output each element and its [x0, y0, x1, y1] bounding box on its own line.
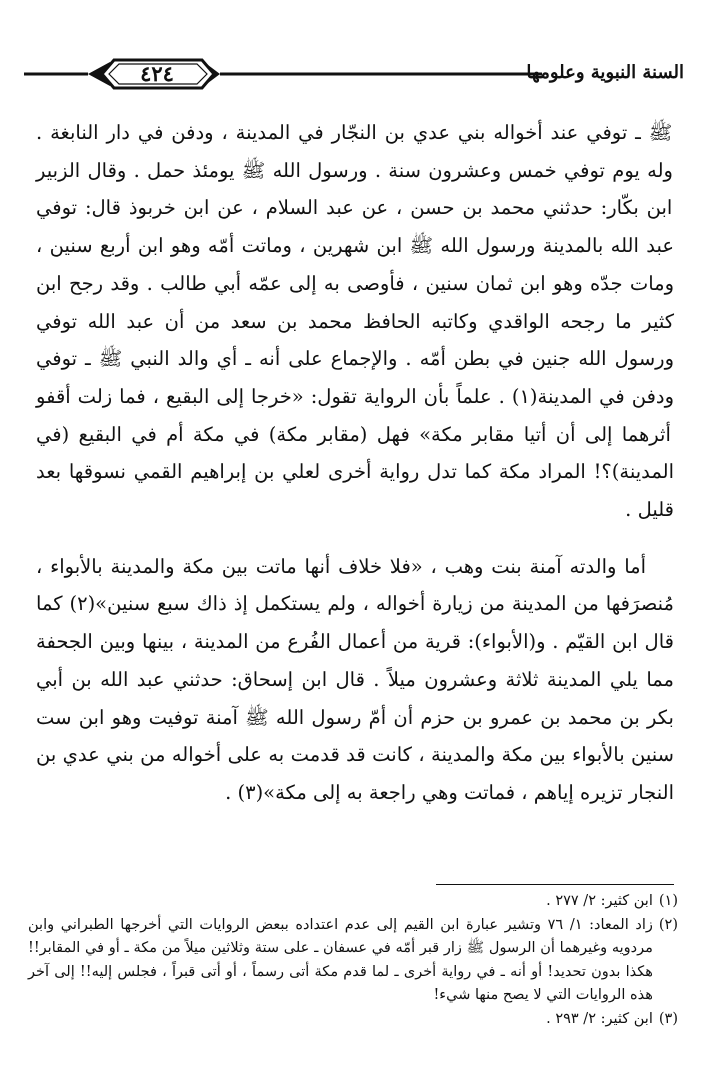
text-line: حدثني عبد الله بن أبي بكر بن محمد بن عمرو بن حزم أن أمّ رسول الله ﷺ: [36, 667, 674, 729]
paragraph: [36, 548, 674, 812]
text-line: عبد الله بالمدينة ورسول الله ﷺ ابن شهرين ، وماتت أمّه وهو ابن أربع: [92, 234, 674, 258]
text-line: على أخواله من بني عدي بن النجار تزيره إياهم ، فماتت وهي راجعة به إلى: [36, 743, 674, 804]
text-line: المدينة)؟! المراد مكة كما تدل رواية أخرى لعلي بن إبراهيم القمي نسوقها: [61, 460, 674, 484]
text-line: سنين»(٢) كما قال ابن القيّم . و(الأبواء): قرية من أعمال الفُرع من المدينة ،: [36, 592, 674, 654]
paragraph: [36, 114, 674, 529]
main-text: [36, 114, 674, 812]
footnote-text: زاد المعاد: ١/ ٧٦ وتشير عبارة ابن القيم إلى عدم اعتداده ببعض الروايات التي أخرجها الطبراني وابن مردويه وغيرهما أن الرسول ﷺ زار قبر أمّه في عسفان ـ على ستة وثلاثين ميلاً من مكة ـ أو في المقابر!! هكذا بدون تحديد! أو أنه ـ في رواية أخرى ـ لما قدم مكة أتى رسماً ، أو أتى قبراً ، فجلس إليه!! إلى آخر هذه الروايات التي لا يصح منها شيء!: [28, 916, 653, 1003]
text-line: بينها وبين الجحفة مما يلي المدينة ثلاثة وعشرون ميلاً . قال ابن إسحاق:: [36, 630, 675, 691]
footnote: [28, 1008, 678, 1032]
text-line: توفي ودفن في المدينة(١) . علماً بأن الرواية تقول: «خرجا إلى البقيع ، فما زلت: [36, 347, 674, 408]
text-line: سنين ، ومات جدّه وهو ابن ثمان سنين ، فأوصى به إلى عمّه أبي طالب . وقد: [36, 234, 674, 295]
footnote-separator: [436, 884, 674, 885]
footnote: [28, 890, 678, 914]
page-number: ٤٢٤: [140, 61, 174, 86]
text-line: بعد قليل .: [36, 460, 674, 522]
text-line: مكة»(٣) .: [225, 780, 307, 804]
text-line: ﷺ ـ توفي عند أخواله بني عدي بن النجّار في المدينة ، ودفن في دار النابغة .: [36, 121, 673, 144]
footnote-number: (٢): [658, 916, 678, 933]
text-line: آمنة توفيت وهو ابن ست سنين بالأبواء بين مكة والمدينة ، كانت قد قدمت به: [36, 705, 674, 767]
text-line: أقفو أثرهما إلى أن أتيا مقابر مكة» فهل (مقابر مكة) في مكة أم في البقيع (في: [36, 384, 671, 446]
footnote-number: (٣): [658, 1010, 678, 1027]
text-line: رجح ابن كثير ما رجحه الواقدي وكاتبه الحافظ محمد بن سعد من أن عبد الله: [36, 271, 674, 333]
text-line: بالأبواء ، مُنصرَفها من المدينة من زيارة أخواله ، ولم يستكمل إذ ذاك سبع: [36, 554, 674, 616]
footnote-text: ابن كثير: ٢/ ٢٩٣ .: [546, 1010, 653, 1027]
text-line: أما والدته آمنة بنت وهب ، «فلا خلاف أنها ماتت بين مكة والمدينة: [102, 554, 647, 578]
footnote: [28, 914, 678, 1008]
footnote-number: (١): [658, 893, 678, 909]
text-line: توفي ورسول الله جنين في بطن أمّه . والإجماع على أنه ـ أي والد النبي ﷺ ـ: [36, 309, 674, 371]
page-header: [18, 52, 690, 96]
text-line: وله يوم توفي خمس وعشرون سنة . ورسول الله ﷺ يومئذ حمل . وقال الزبير: [36, 158, 673, 182]
running-title: السنة النبوية وعلومها: [526, 62, 684, 83]
footnotes: [28, 890, 678, 1031]
footnote-text: ابن كثير: ٢/ ٢٧٧ .: [546, 893, 653, 909]
text-line: ابن بكّار: حدثني محمد بن حسن ، عن عبد السلام ، عن ابن خربوذ قال: توفي: [36, 196, 673, 220]
